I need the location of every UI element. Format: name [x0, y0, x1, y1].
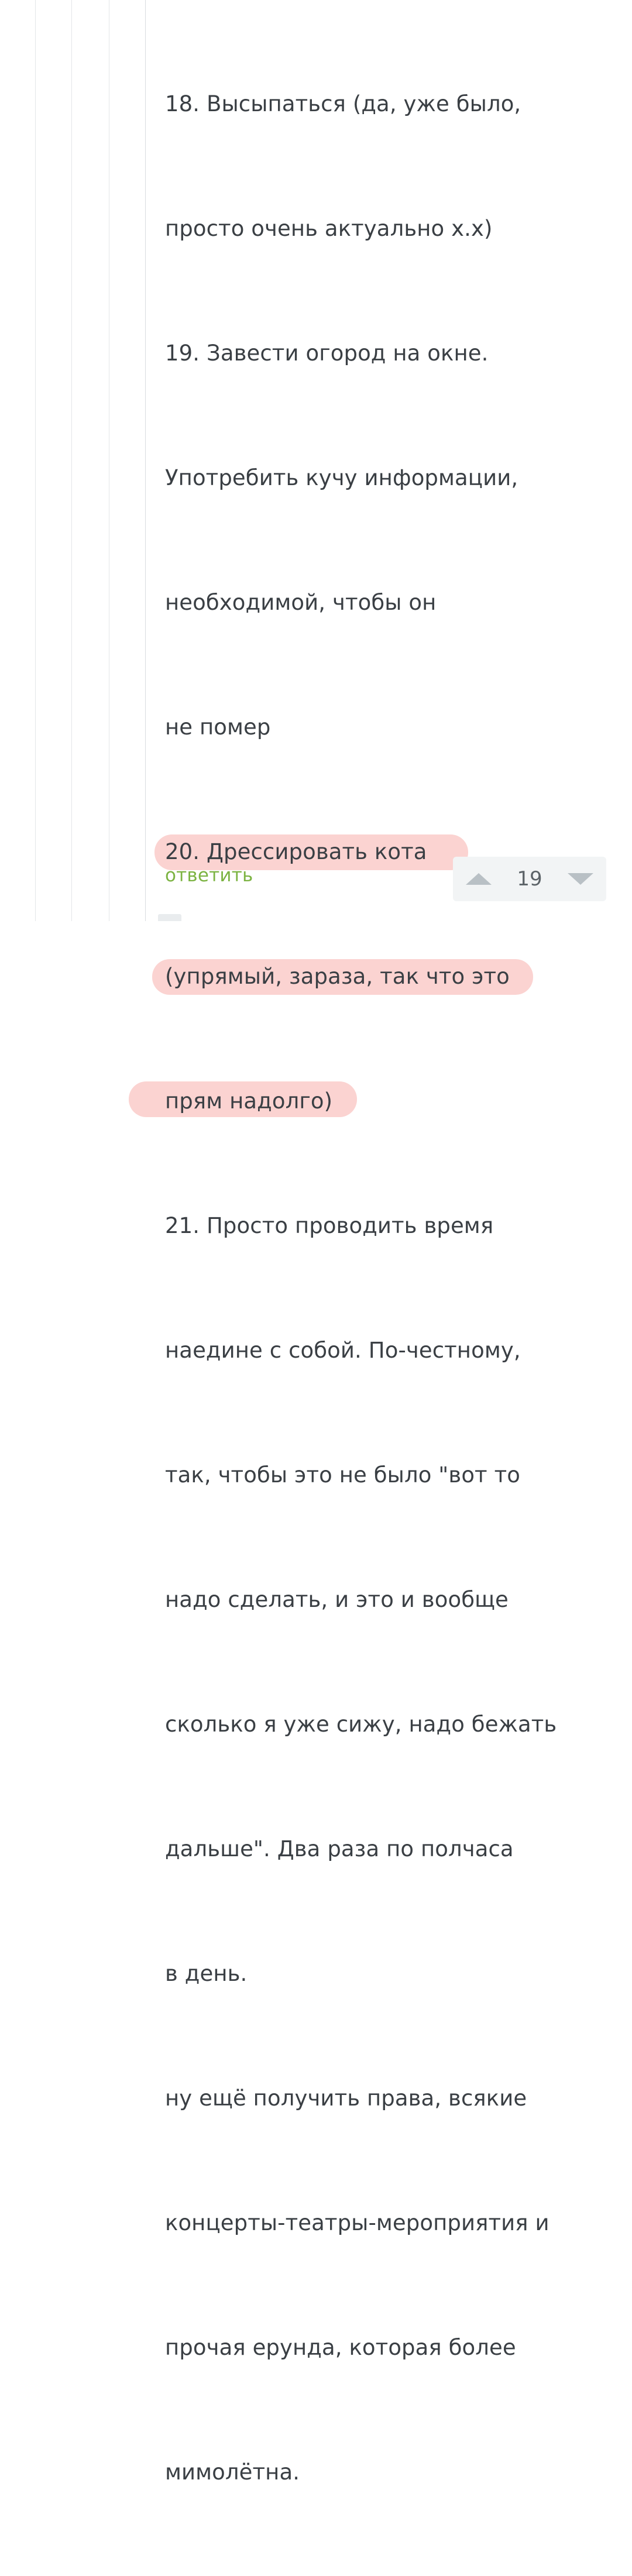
comment-line: мимолётна. — [165, 2460, 300, 2485]
comment-thread-guides — [0, 0, 158, 921]
rating-value: 19 — [504, 857, 555, 901]
thread-line-level-2 — [71, 0, 72, 921]
comment-line: 21. Просто проводить время — [165, 1213, 494, 1238]
comment-line: сколько я уже сижу, надо бежать — [165, 1712, 557, 1737]
chevron-down-icon — [568, 873, 593, 885]
comment-line: концерты-театры-мероприятия и — [165, 2210, 549, 2235]
comment-text-block — [165, 0, 610, 2576]
highlight-marker: прям надолго) — [165, 1080, 332, 1122]
upvote-button[interactable] — [453, 857, 504, 901]
downvote-button[interactable] — [555, 857, 606, 901]
comment-line: необходимой, чтобы он — [165, 590, 437, 615]
comment-text — [165, 0, 610, 2576]
thread-line-level-4 — [145, 0, 146, 921]
comment-line-highlighted — [165, 956, 610, 997]
comment-line-highlighted — [165, 1080, 610, 1122]
next-comment-stub — [158, 914, 181, 921]
comment-line: ну ещё получить права, всякие — [165, 2086, 527, 2111]
comment-line: так, чтобы это не было "вот то — [165, 1462, 520, 1488]
reply-button[interactable]: ответить — [165, 865, 253, 886]
comment-line: 19. Завести огород на окне. — [165, 341, 489, 366]
highlight-marker: (упрямый, зараза, так что это — [165, 956, 510, 997]
comment-line: 18. Высыпаться (да, уже было, — [165, 91, 521, 116]
comment-line: просто очень актуально х.х) — [165, 216, 493, 241]
comment-actions — [165, 859, 610, 900]
comment-line: дальше". Два раза по полчаса — [165, 1836, 514, 1861]
comment-line: надо сделать, и это и вообще — [165, 1587, 509, 1612]
comment-line: Употребить кучу информации, — [165, 465, 518, 490]
highlight-marker: 20. Дрессировать кота — [165, 831, 427, 873]
comment-line: не помер — [165, 715, 271, 740]
comment-line: наедине с собой. По-честному, — [165, 1338, 521, 1363]
rating-control — [453, 857, 606, 901]
comment-line: в день. — [165, 1961, 248, 1986]
chevron-up-icon — [466, 873, 492, 885]
comment-line: прочая ерунда, которая более — [165, 2335, 516, 2360]
thread-line-level-1 — [35, 0, 36, 921]
